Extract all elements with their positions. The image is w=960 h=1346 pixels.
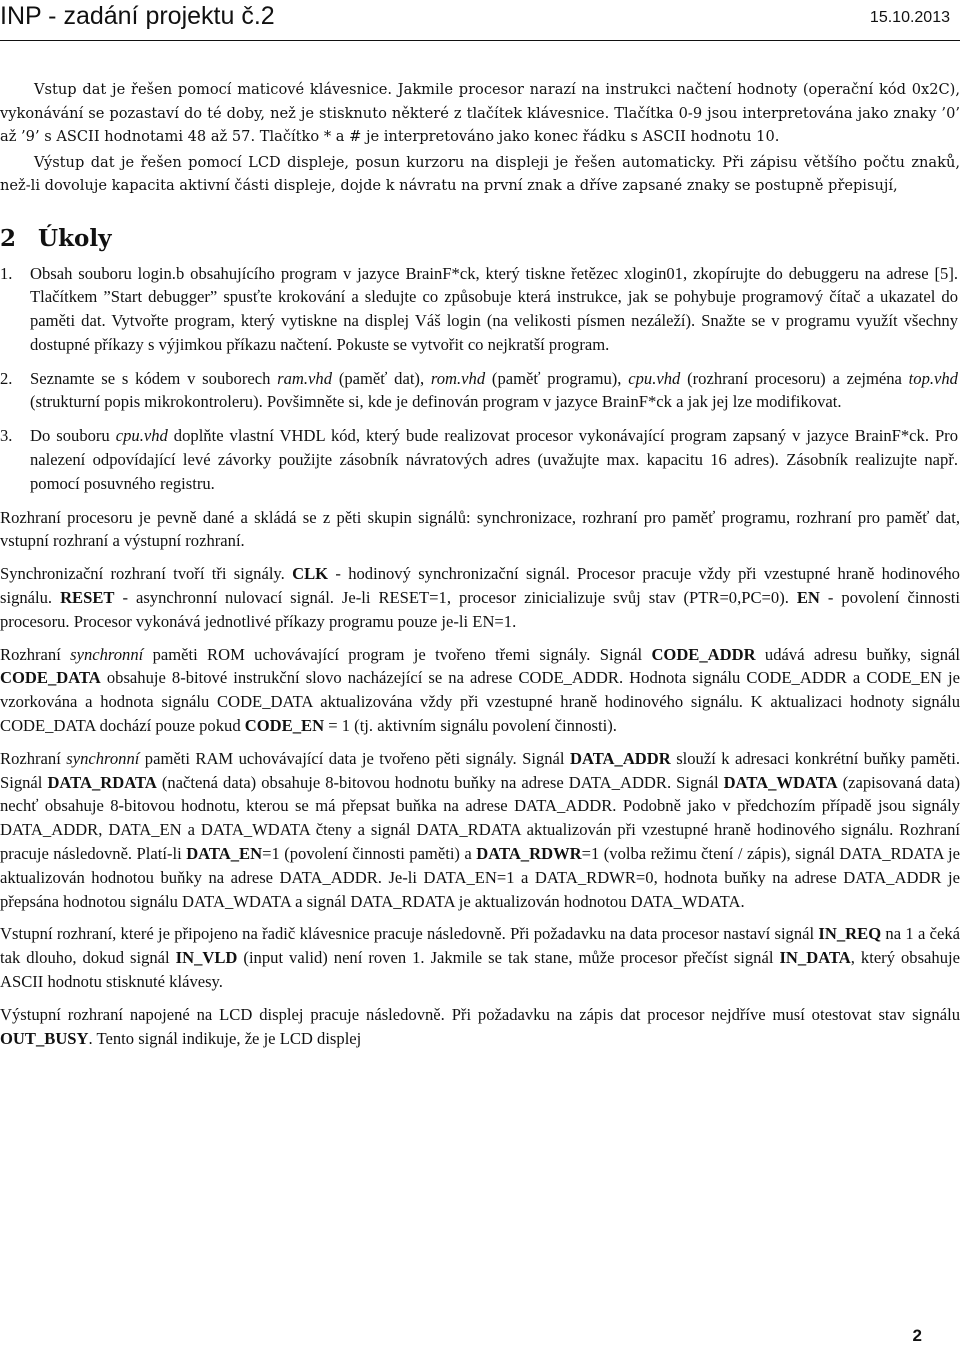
task-item-3 <box>0 424 960 495</box>
signal-code-addr: CODE_ADDR <box>651 644 756 664</box>
signal-in-data: IN_DATA <box>779 948 851 968</box>
text-part: =1 (povolení činnosti paměti) a <box>262 844 477 864</box>
task-number: 2. <box>0 368 13 388</box>
task-text-part: (rozhraní procesoru) a zejména <box>680 368 909 388</box>
signal-data-rdata: DATA_RDATA <box>47 772 157 792</box>
task-number: 1. <box>0 263 13 283</box>
signal-data-addr: DATA_ADDR <box>569 748 671 768</box>
signal-code-en: CODE_EN <box>244 716 325 736</box>
text-part: (načtená data) obsahuje 8-bitovou hodnotu buňky na adrese DATA_ADDR. Signál <box>156 772 724 792</box>
signal-in-req: IN_REQ <box>818 924 882 944</box>
paragraph-interface: Rozhraní procesoru je pevně dané a skládá se z pěti skupin signálů: synchronizace, rozhraní pro paměť programu, rozhraní pro paměť dat, vstupní rozhraní a výstupní rozhraní. <box>0 507 960 551</box>
task-item-2 <box>0 367 960 415</box>
paragraph-sync <box>0 562 960 633</box>
text-part: Vstupní rozhraní, které je připojeno na řadič klávesnice pracuje následovně. Při požadavku na data procesor nastaví signál <box>0 924 819 944</box>
text-part: - hodinový synchronizační signál. Procesor pracuje vždy při vzestupné hraně hodinového signálu. <box>0 564 960 608</box>
filename-cpu: cpu.vhd <box>628 368 681 388</box>
text-part: paměti RAM uchovávající data je tvořeno pěti signály. Signál <box>139 748 570 768</box>
page-content <box>0 78 960 1059</box>
task-text: Obsah souboru login.b obsahujícího program v jazyce BrainF*ck, který tiskne řetězec xlogin01, zkopírujte do debuggeru na adrese [5]. Tlačítkem ”Start debugger” spusťte krokování a sledujte co způsobuje která instrukce, jak se pohybuje programový čítač a ukazatel do paměti dat. Vytvořte program, který vytiskne na displej Váš login (na velikosti písmen nezáleží). Snažte se v programu využít všechny dostupné příkazy s výjimkou příkazu načtení. Pokuste se vytvořit co nejkratší program. <box>30 263 958 354</box>
text-part: (input valid) není roven 1. Jakmile se tak stane, může procesor přečíst signál <box>237 948 780 968</box>
signal-out-busy: OUT_BUSY <box>0 1028 89 1048</box>
text-part: Synchronizační rozhraní tvoří tři signály. <box>0 564 293 584</box>
text-part: =1 (volba režimu čtení / zápis), signál DATA_RDATA je aktualizován hodnotou buňky na adrese DATA_ADDR. Je-li DATA_EN=1 a DATA_RDWR=0, hodnota buňky na adrese DATA_ADDR je přepsána hodnotou signálu DATA_WDATA a signál DATA_RDATA je aktualizován hodnotou DATA_WDATA. <box>0 844 960 911</box>
text-part: - asynchronní nulovací signál. Je-li RESET=1, procesor zinicializuje svůj stav (PTR=0,PC=0). <box>114 588 797 608</box>
text-part: (zapisovaná data) nechť obsahuje 8-bitovou hodnotu, kterou se má přepsat buňka na adrese DATA_ADDR. Podobně jako v předchozím případě jsou signály DATA_ADDR, DATA_EN a DATA_WDATA čteny a signál DATA_RDATA aktualizován při vzestupné hraně hodinového signálu. Rozhraní pracuje následovně. Platí-li <box>0 772 960 864</box>
signal-data-rdwr: DATA_RDWR <box>476 844 582 864</box>
page-header <box>0 0 960 41</box>
page-number: 2 <box>912 1326 922 1345</box>
document-date: 15.10.2013 <box>869 9 950 26</box>
task-text-part: (strukturní popis mikrokontroleru). Povšimněte si, kde je definován program v jazyce BrainF*ck a jak jej lze modifikovat. <box>30 392 842 412</box>
signal-data-wdata: DATA_WDATA <box>723 772 838 792</box>
intro-paragraph-output: Výstup dat je řešen pomocí LCD displeje, posun kurzoru na displeji je řešen automaticky. Při zápisu většího počtu znaků, než-li dovoluje kapacita aktivní části displeje, dojde k návratu na první znak a dříve zapsané znaky se postupně přepisují, <box>0 153 960 194</box>
text-part: . Tento signál indikuje, že je LCD displej <box>88 1028 362 1048</box>
task-text-part: Do souboru <box>30 426 116 446</box>
section-number: 2 <box>0 224 17 252</box>
signal-clk: CLK <box>292 564 329 584</box>
filename-rom: rom.vhd <box>430 368 486 388</box>
task-text-part: Seznamte se s kódem v souborech <box>30 368 278 388</box>
emphasis-synchronous: synchronní <box>70 644 144 664</box>
signal-data-en: DATA_EN <box>186 844 263 864</box>
text-part: udává adresu buňky, signál <box>755 644 960 664</box>
task-text-part: (paměť dat), <box>332 368 431 388</box>
filename-ram: ram.vhd <box>277 368 333 388</box>
text-part: Rozhraní <box>0 644 71 664</box>
section-title: Úkoly <box>38 224 112 252</box>
document-title: INP - zadání projektu č.2 <box>0 2 275 30</box>
filename-top: top.vhd <box>908 368 958 388</box>
filename-cpu: cpu.vhd <box>115 426 168 446</box>
text-part: na 1 a čeká tak dlouho, dokud signál <box>0 924 960 968</box>
paragraph-ram <box>0 747 960 914</box>
paragraph-rom <box>0 643 960 738</box>
text-part: obsahuje 8-bitové instrukční slovo nacházející se na adrese CODE_ADDR. Hodnota signálu CODE_ADDR a CODE_EN je vzorkována a hodnota signálu CODE_DATA aktualizována vždy při vzestupné hraně hodinového signálu. K aktualizaci hodnoty signálu CODE_DATA dochází pouze pokud <box>0 668 960 736</box>
signal-reset: RESET <box>60 588 115 608</box>
text-part: paměti ROM uchovávající program je tvořeno třemi signály. Signál <box>143 644 652 664</box>
paragraph-input-interface <box>0 922 960 993</box>
text-part: , který obsahuje ASCII hodnotu stisknuté klávesy. <box>0 948 960 992</box>
task-item-1 <box>0 262 960 357</box>
task-number: 3. <box>0 426 13 446</box>
signal-code-data: CODE_DATA <box>0 668 101 688</box>
text-part: Výstupní rozhraní napojené na LCD displej pracuje následovně. Při požadavku na zápis dat procesor nejdříve musí otestovat stav signálu <box>0 1004 960 1024</box>
text-part: - povolení činnosti procesoru. Procesor vykonává jednotlivé příkazy programu pouze je-li EN=1. <box>0 588 960 631</box>
signal-in-vld: IN_VLD <box>175 948 238 968</box>
text-part: slouží k adresaci konkrétní buňky paměti. Signál <box>0 748 960 792</box>
text-part: Rozhraní <box>0 748 67 768</box>
task-text-part: doplňte vlastní VHDL kód, který bude realizovat procesor vykonávající program zapsaný v jazyce BrainF*ck. Pro nalezení odpovídající levé závorky použijte zásobník návratových adres (uvažujte max. kapacitu 16 adres). Zásobník realizujte např. pomocí posuvného registru. <box>30 426 959 493</box>
intro-paragraph-input: Vstup dat je řešen pomocí maticové klávesnice. Jakmile procesor narazí na instrukci načtení hodnoty (operační kód 0x2C), vykonávání se pozastaví do té doby, než je stisknuto některé z tlačítek klávesnice. Tlačítka 0-9 jsou interpretována jako znaky ’0’ až ’9’ s ASCII hodnotami 48 až 57. Tlačítko * a # je interpretováno jako konec řádku s ASCII hodnotu 10. <box>0 81 960 145</box>
section-heading <box>0 224 960 254</box>
text-part: = 1 (tj. aktivním signálu povolení činnosti). <box>324 716 617 736</box>
task-text <box>30 367 958 415</box>
emphasis-synchronous: synchronní <box>66 748 140 768</box>
paragraph-output-interface <box>0 1003 960 1051</box>
task-text <box>30 424 958 495</box>
signal-en: EN <box>796 588 820 608</box>
task-text-part: (paměť programu), <box>485 368 629 388</box>
